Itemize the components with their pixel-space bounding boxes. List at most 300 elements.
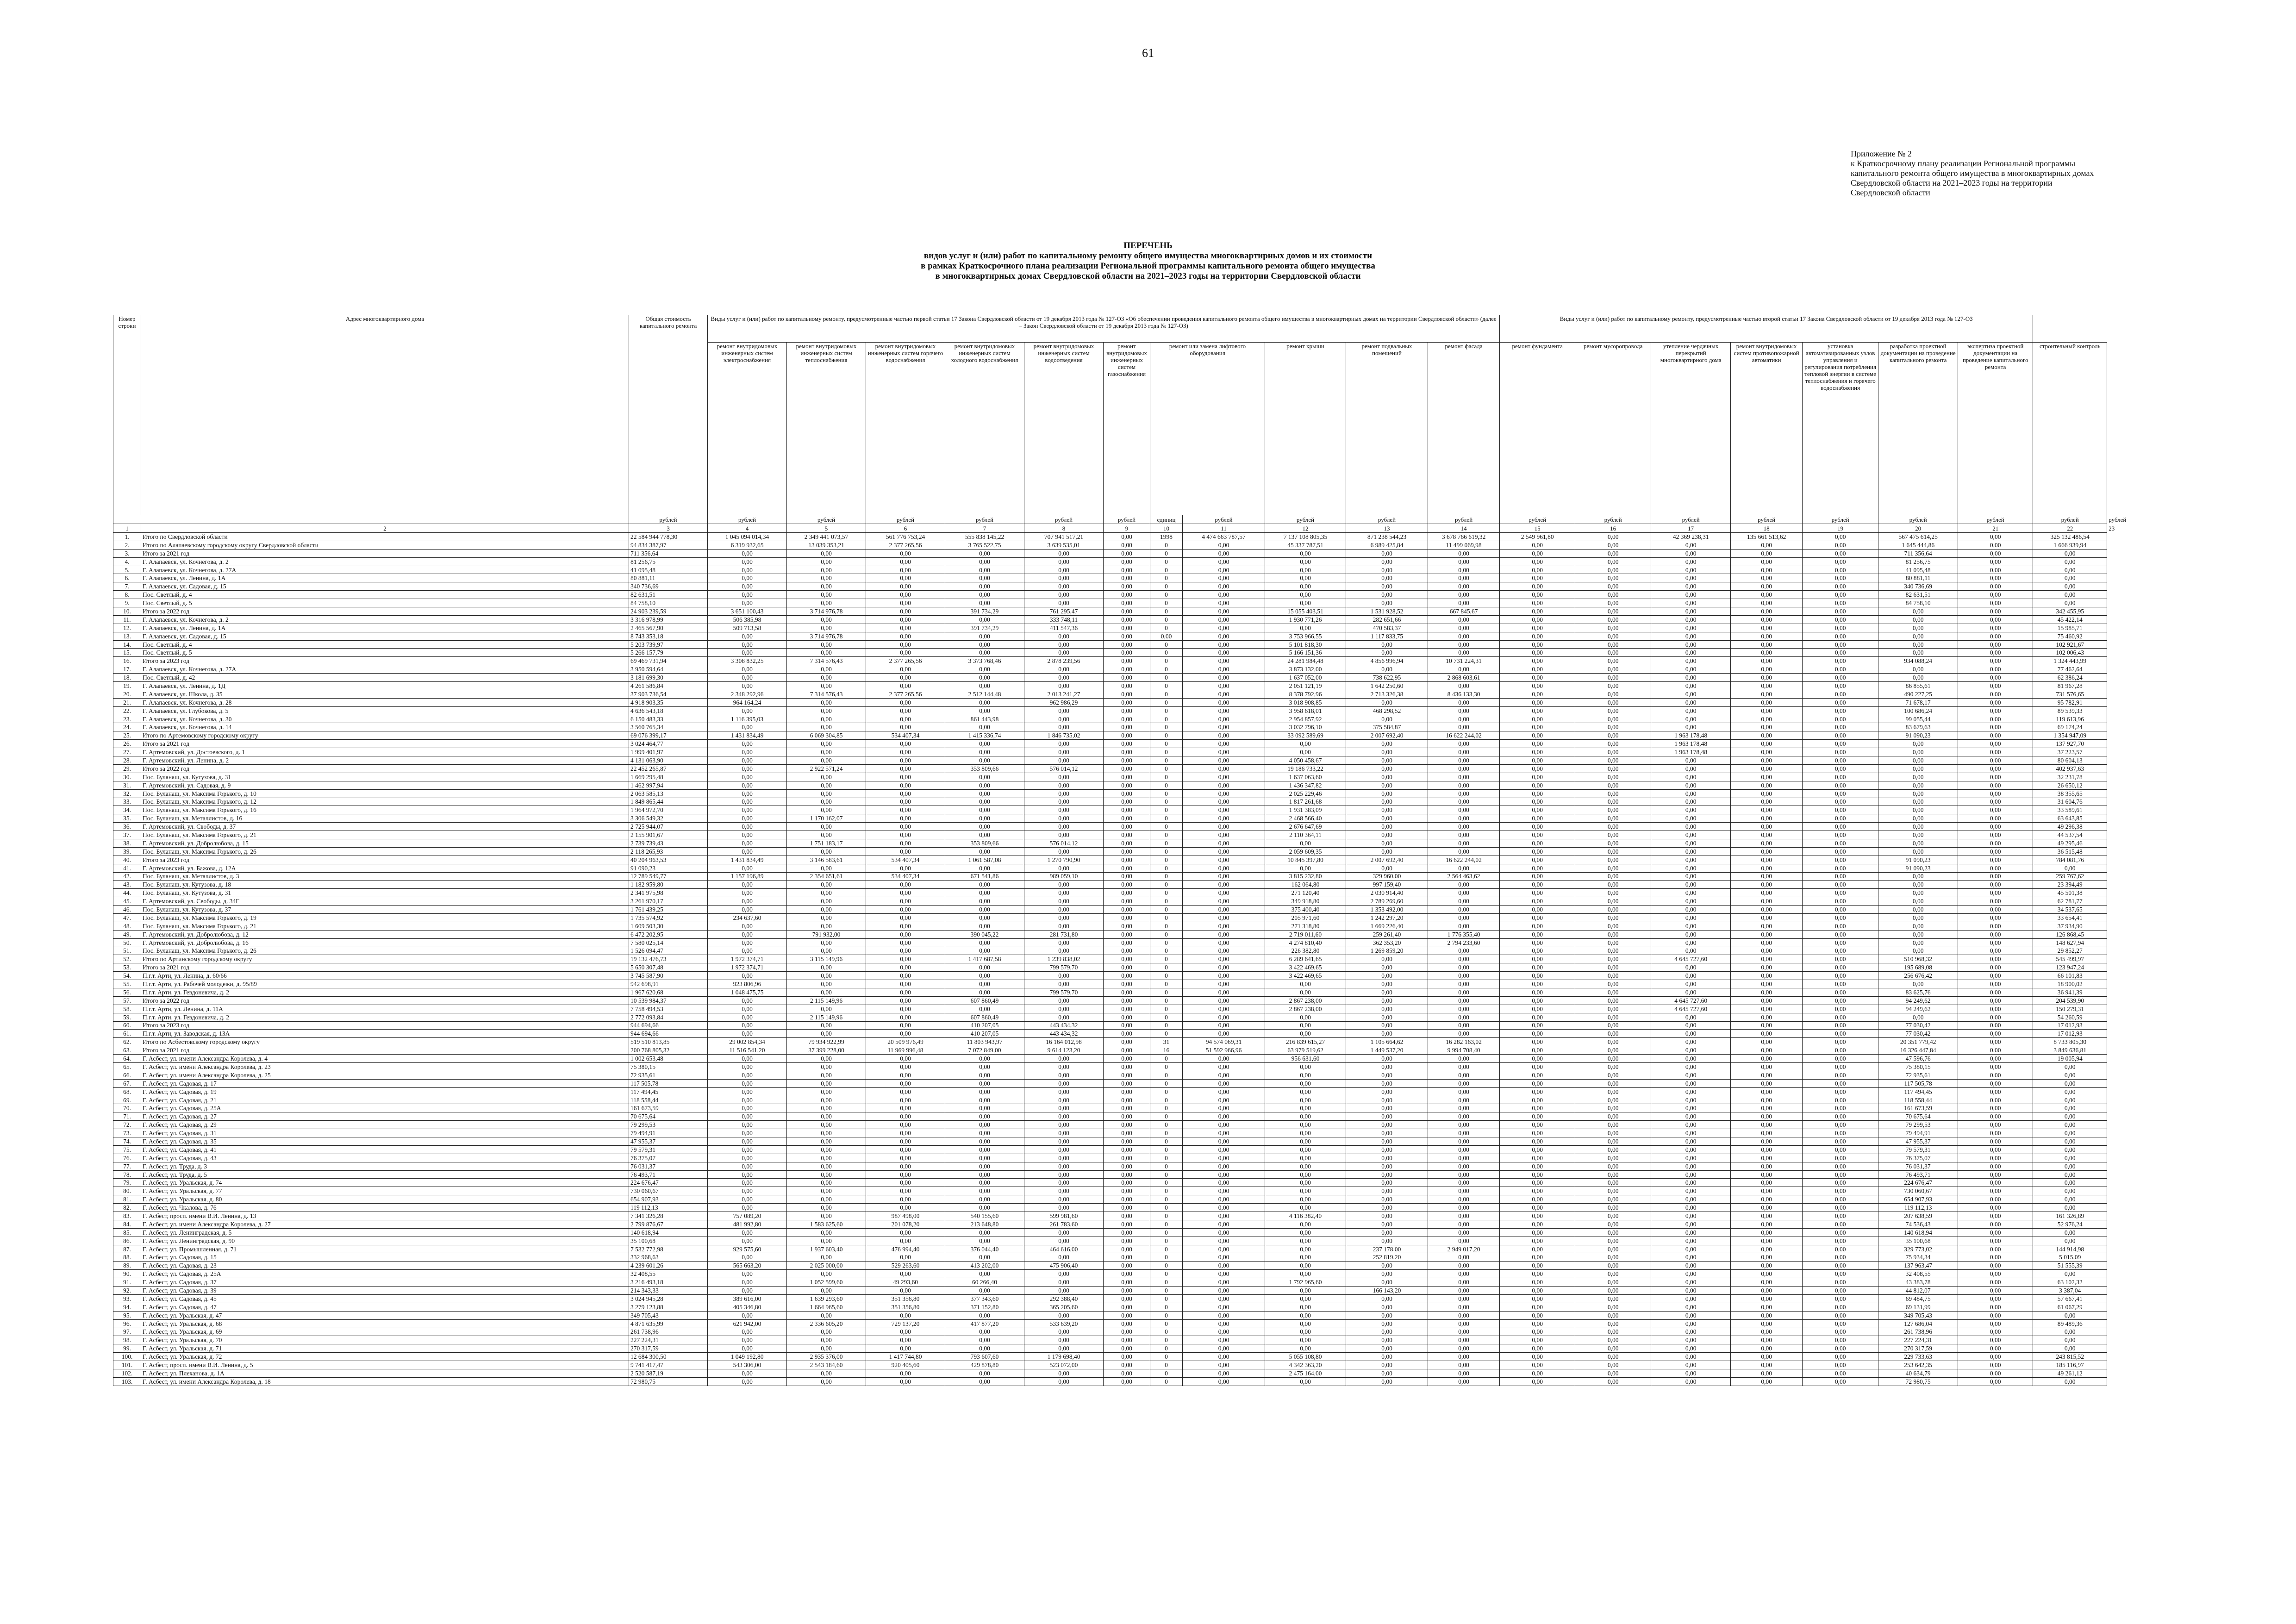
address-cell: Г. Алапаевск, ул. Садовая, д. 15 xyxy=(141,582,629,591)
address-cell: Пос. Буланаш, ул. Максима Горького, д. 26 xyxy=(141,847,629,856)
table-cell: 0,00 xyxy=(1104,1129,1150,1137)
table-cell: 0,00 xyxy=(1651,557,1731,566)
table-cell: 0,00 xyxy=(1024,798,1104,806)
address-cell: Г. Асбест, ул. Промышленная, д. 71 xyxy=(141,1245,629,1253)
table-cell: 3 873 132,00 xyxy=(1265,665,1346,674)
table-cell: 956 631,60 xyxy=(1265,1055,1346,1063)
table-cell: 0 xyxy=(1150,615,1183,624)
table-cell: 371 152,80 xyxy=(945,1303,1024,1311)
header-work-type: ремонт внутридомовых инженерных систем горячего водоснабжения xyxy=(866,343,945,515)
table-cell: 77 030,42 xyxy=(1878,1030,1958,1038)
table-cell: 0,00 xyxy=(787,847,866,856)
table-cell: 0,00 xyxy=(945,1063,1024,1071)
table-cell: 0,00 xyxy=(1500,1344,1575,1353)
table-cell: 0,00 xyxy=(1104,574,1150,582)
table-cell: 0,00 xyxy=(1104,947,1150,955)
table-cell: 329 773,02 xyxy=(1878,1245,1958,1253)
table-cell: 0,00 xyxy=(1104,988,1150,996)
table-cell: 0,00 xyxy=(1731,1021,1803,1030)
table-cell: 0,00 xyxy=(1104,1104,1150,1112)
total-cost-cell: 1 999 401,97 xyxy=(629,748,708,756)
table-cell: 0,00 xyxy=(1731,574,1803,582)
table-cell: 0 xyxy=(1150,1079,1183,1087)
table-cell: 0,00 xyxy=(866,1129,945,1137)
table-cell: 0,00 xyxy=(866,996,945,1005)
table-cell: 0,00 xyxy=(787,624,866,632)
row-number-cell: 99. xyxy=(113,1344,141,1353)
total-cost-cell: 519 510 813,85 xyxy=(629,1038,708,1046)
table-cell: 0,00 xyxy=(1104,1170,1150,1179)
table-cell: 0,00 xyxy=(1346,599,1428,607)
table-cell: 0,00 xyxy=(1024,913,1104,922)
table-cell: 0,00 xyxy=(1428,947,1500,955)
table-cell: 0,00 xyxy=(1731,913,1803,922)
table-row xyxy=(113,839,2107,847)
table-cell: 70 675,64 xyxy=(1878,1112,1958,1121)
table-cell: 0,00 xyxy=(1104,1046,1150,1055)
table-cell: 0,00 xyxy=(787,798,866,806)
table-cell: 8 733 805,30 xyxy=(2033,1038,2107,1046)
table-cell: 0,00 xyxy=(866,1055,945,1063)
table-cell: 0,00 xyxy=(1651,913,1731,922)
row-number-cell: 65. xyxy=(113,1063,141,1071)
table-cell: 51 555,39 xyxy=(2033,1262,2107,1270)
table-cell: 0,00 xyxy=(866,640,945,649)
table-row xyxy=(113,972,2107,980)
table-cell: 0,00 xyxy=(1428,557,1500,566)
table-row xyxy=(113,1179,2107,1187)
table-cell: 0,00 xyxy=(1265,1195,1346,1204)
table-cell: 1 666 939,94 xyxy=(2033,541,2107,549)
table-cell: 429 878,80 xyxy=(945,1361,1024,1369)
table-row xyxy=(113,881,2107,889)
table-cell: 0,00 xyxy=(708,1055,787,1063)
total-cost-cell: 84 758,10 xyxy=(629,599,708,607)
table-cell: 0 xyxy=(1150,773,1183,781)
address-cell: Пос. Буланаш, ул. Максима Горького, д. 21 xyxy=(141,922,629,930)
table-cell: 0,00 xyxy=(1104,764,1150,773)
table-cell: 0,00 xyxy=(1500,1013,1575,1021)
table-cell: 76 493,71 xyxy=(1878,1170,1958,1179)
table-cell: 0,00 xyxy=(866,1336,945,1344)
table-cell: 0,00 xyxy=(1346,1087,1428,1096)
table-cell: 0,00 xyxy=(866,980,945,988)
table-cell: 3 651 100,43 xyxy=(708,607,787,616)
table-cell: 0,00 xyxy=(1104,881,1150,889)
table-cell: 0,00 xyxy=(1575,889,1651,897)
table-cell: 0,00 xyxy=(1731,1038,1803,1046)
table-cell: 2 922 571,24 xyxy=(787,764,866,773)
table-row xyxy=(113,1055,2107,1063)
address-cell: Г. Асбест, ул. Труда, д. 5 xyxy=(141,1170,629,1179)
table-cell: 0,00 xyxy=(1803,1253,1878,1262)
table-cell: 0 xyxy=(1150,1253,1183,1262)
total-cost-cell: 214 343,33 xyxy=(629,1287,708,1295)
row-number-cell: 32. xyxy=(113,789,141,798)
table-cell: 0,00 xyxy=(1731,963,1803,972)
table-cell: 0,00 xyxy=(1958,665,2033,674)
table-cell: 0,00 xyxy=(1104,723,1150,731)
row-number-cell: 20. xyxy=(113,690,141,698)
table-cell: 1 963 178,48 xyxy=(1651,740,1731,748)
table-cell: 0 xyxy=(1150,856,1183,864)
appendix-note xyxy=(1851,149,2184,198)
table-cell: 0,00 xyxy=(1803,1237,1878,1245)
table-cell: 63 102,32 xyxy=(2033,1278,2107,1287)
address-cell: Г. Асбест, ул. Садовая, д. 27 xyxy=(141,1112,629,1121)
table-cell: 0,00 xyxy=(1803,1262,1878,1270)
table-cell: 0,00 xyxy=(2033,1162,2107,1170)
table-cell: 0,00 xyxy=(787,1212,866,1220)
table-row xyxy=(113,1253,2107,1262)
total-cost-cell: 32 408,55 xyxy=(629,1270,708,1278)
table-cell: 1 179 698,40 xyxy=(1024,1353,1104,1361)
table-cell: 13 039 353,21 xyxy=(787,541,866,549)
table-cell: 0,00 xyxy=(1803,1287,1878,1295)
table-cell: 0,00 xyxy=(1651,972,1731,980)
table-cell: 0,00 xyxy=(2033,864,2107,872)
row-number-cell: 27. xyxy=(113,748,141,756)
table-cell: 0,00 xyxy=(1346,1270,1428,1278)
table-cell: 464 616,00 xyxy=(1024,1245,1104,1253)
table-cell: 0,00 xyxy=(1803,632,1878,640)
table-cell: 545 499,97 xyxy=(2033,955,2107,963)
table-cell: 161 673,59 xyxy=(1878,1104,1958,1112)
table-cell: 0,00 xyxy=(1183,980,1265,988)
header-group-part2: Виды услуг и (или) работ по капитальному ремонту, предусмотренные частью второй статьи 17 Закона Свердловской области от 19 декабря 2013 года № 127-ОЗ xyxy=(1500,315,2033,343)
table-cell: 0,00 xyxy=(1024,1005,1104,1013)
table-cell: 0,00 xyxy=(1878,649,1958,657)
table-cell: 0,00 xyxy=(1500,1021,1575,1030)
total-cost-cell: 3 279 123,88 xyxy=(629,1303,708,1311)
table-cell: 0,00 xyxy=(2033,1071,2107,1079)
table-cell: 0,00 xyxy=(1500,740,1575,748)
table-cell: 89 539,33 xyxy=(2033,706,2107,715)
table-cell: 0,00 xyxy=(2033,549,2107,557)
table-row xyxy=(113,1336,2107,1344)
address-cell: Г. Алапаевск, ул. Глубокова, д. 5 xyxy=(141,706,629,715)
appendix-line: Свердловской области xyxy=(1851,188,1930,197)
total-cost-cell: 82 631,51 xyxy=(629,591,708,599)
row-number-cell: 87. xyxy=(113,1245,141,1253)
table-cell: 0,00 xyxy=(787,557,866,566)
table-cell: 0,00 xyxy=(1024,706,1104,715)
table-cell: 0,00 xyxy=(1183,1005,1265,1013)
table-cell: 0,00 xyxy=(1651,872,1731,881)
table-cell: 0 xyxy=(1150,715,1183,723)
table-cell: 0,00 xyxy=(708,740,787,748)
table-cell: 86 855,61 xyxy=(1878,682,1958,690)
table-cell: 4 274 810,40 xyxy=(1265,938,1346,947)
table-cell: 0,00 xyxy=(1024,1228,1104,1237)
table-cell: 0,00 xyxy=(945,1270,1024,1278)
table-cell: 37 399 228,00 xyxy=(787,1046,866,1055)
table-cell: 0,00 xyxy=(1958,731,2033,740)
table-cell: 0,00 xyxy=(1346,1071,1428,1079)
table-cell: 0,00 xyxy=(1958,1328,2033,1336)
row-number-cell: 86. xyxy=(113,1237,141,1245)
table-cell: 0,00 xyxy=(1104,731,1150,740)
table-cell: 0,00 xyxy=(866,1104,945,1112)
table-cell: 0,00 xyxy=(1651,781,1731,789)
table-cell: 410 207,05 xyxy=(945,1030,1024,1038)
total-cost-cell: 9 741 417,47 xyxy=(629,1361,708,1369)
table-cell: 0,00 xyxy=(1428,599,1500,607)
table-cell: 340 736,69 xyxy=(1878,582,1958,591)
table-cell: 9 614 123,20 xyxy=(1024,1046,1104,1055)
table-cell: 0,00 xyxy=(1346,1237,1428,1245)
table-cell: 75 460,92 xyxy=(2033,632,2107,640)
table-cell: 0,00 xyxy=(1958,1287,2033,1295)
table-cell: 0,00 xyxy=(1651,1030,1731,1038)
table-cell: 0,00 xyxy=(1183,1013,1265,1021)
table-cell: 0,00 xyxy=(1575,566,1651,574)
header-unit: рублей xyxy=(1183,515,1265,524)
total-cost-cell: 261 738,96 xyxy=(629,1328,708,1336)
table-cell: 0,00 xyxy=(1803,1328,1878,1336)
table-cell: 0,00 xyxy=(1731,632,1803,640)
table-cell: 3 958 618,01 xyxy=(1265,706,1346,715)
table-cell: 0,00 xyxy=(787,599,866,607)
table-cell: 7 314 576,43 xyxy=(787,657,866,665)
table-cell: 0,00 xyxy=(708,574,787,582)
table-row xyxy=(113,649,2107,657)
table-cell: 0,00 xyxy=(2033,1377,2107,1386)
table-cell: 243 815,52 xyxy=(2033,1353,2107,1361)
table-row xyxy=(113,922,2107,930)
table-cell: 1 931 383,09 xyxy=(1265,806,1346,814)
address-cell: Пос. Буланаш, ул. Максима Горького, д. 10 xyxy=(141,789,629,798)
table-cell: 351 356,80 xyxy=(866,1303,945,1311)
table-cell: 0,00 xyxy=(2033,1179,2107,1187)
table-cell: 69 174,24 xyxy=(2033,723,2107,731)
table-cell: 0,00 xyxy=(945,557,1024,566)
table-cell: 0,00 xyxy=(945,1237,1024,1245)
table-cell: 0,00 xyxy=(1878,798,1958,806)
table-cell: 0,00 xyxy=(1428,913,1500,922)
table-cell: 229 733,63 xyxy=(1878,1353,1958,1361)
table-cell: 77 030,42 xyxy=(1878,1021,1958,1030)
table-cell: 79 494,91 xyxy=(1878,1129,1958,1137)
table-cell: 0,00 xyxy=(1731,831,1803,839)
table-cell: 0,00 xyxy=(1731,723,1803,731)
table-cell: 0,00 xyxy=(1265,1145,1346,1154)
table-cell: 0,00 xyxy=(787,831,866,839)
table-cell: 0,00 xyxy=(1651,1212,1731,1220)
table-cell: 2 013 241,27 xyxy=(1024,690,1104,698)
table-cell: 0,00 xyxy=(1958,1228,2033,1237)
table-cell: 0,00 xyxy=(866,649,945,657)
header-unit: рублей xyxy=(1104,515,1150,524)
table-cell: 2 713 326,38 xyxy=(1346,690,1428,698)
table-cell: 0,00 xyxy=(708,1195,787,1204)
table-cell: 0,00 xyxy=(1265,1204,1346,1212)
address-cell: П.г.т. Арти, ул. Ленина, д. 11А xyxy=(141,1005,629,1013)
table-cell: 0,00 xyxy=(787,723,866,731)
table-cell: 0,00 xyxy=(1428,640,1500,649)
table-cell: 0 xyxy=(1150,1278,1183,1287)
table-cell: 0,00 xyxy=(1803,897,1878,906)
table-cell: 0,00 xyxy=(1024,566,1104,574)
table-cell: 0,00 xyxy=(945,698,1024,706)
table-row xyxy=(113,541,2107,549)
table-cell: 0,00 xyxy=(1500,963,1575,972)
table-cell: 0,00 xyxy=(945,1328,1024,1336)
table-cell: 0,00 xyxy=(787,1377,866,1386)
address-cell: Г. Алапаевск, ул. Кочнегова, д. 30 xyxy=(141,715,629,723)
address-cell: Итого по Алапаевскому городскому округу Свердловской области xyxy=(141,541,629,549)
table-cell: 0,00 xyxy=(1265,1071,1346,1079)
table-cell: 0,00 xyxy=(1346,764,1428,773)
table-cell: 0,00 xyxy=(866,574,945,582)
table-cell: 0,00 xyxy=(1651,1055,1731,1063)
table-cell: 0,00 xyxy=(787,1104,866,1112)
table-cell: 0,00 xyxy=(1024,906,1104,914)
table-cell: 0,00 xyxy=(1958,748,2033,756)
table-cell: 51 592 966,96 xyxy=(1183,1046,1265,1055)
table-cell: 0 xyxy=(1150,557,1183,566)
table-cell: 37 934,90 xyxy=(2033,922,2107,930)
table-cell: 0,00 xyxy=(1575,1212,1651,1220)
table-cell: 0,00 xyxy=(1731,566,1803,574)
address-cell: Г. Артемовский, ул. Садовая, д. 9 xyxy=(141,781,629,789)
table-cell: 0,00 xyxy=(1104,773,1150,781)
table-cell: 0,00 xyxy=(1651,574,1731,582)
total-cost-cell: 91 090,23 xyxy=(629,864,708,872)
total-cost-cell: 349 705,43 xyxy=(629,1311,708,1319)
table-cell: 0,00 xyxy=(1500,1162,1575,1170)
table-cell: 0,00 xyxy=(945,1204,1024,1212)
address-cell: Г. Артемовский, ул. Добролюбова, д. 16 xyxy=(141,938,629,947)
table-row xyxy=(113,1170,2107,1179)
table-cell: 0,00 xyxy=(1183,1063,1265,1071)
table-cell: 0,00 xyxy=(1183,1245,1265,1253)
table-cell: 4 116 382,40 xyxy=(1265,1212,1346,1220)
table-cell: 0,00 xyxy=(1500,1353,1575,1361)
row-number-cell: 25. xyxy=(113,731,141,740)
row-number-cell: 4. xyxy=(113,557,141,566)
row-number-cell: 24. xyxy=(113,723,141,731)
table-cell: 0,00 xyxy=(2033,1145,2107,1154)
table-cell: 0,00 xyxy=(1104,1270,1150,1278)
table-cell: 0,00 xyxy=(1803,1137,1878,1146)
table-cell: 0,00 xyxy=(1651,706,1731,715)
table-cell: 0,00 xyxy=(1500,607,1575,616)
table-cell: 0,00 xyxy=(1104,1204,1150,1212)
table-cell: 61 067,29 xyxy=(2033,1303,2107,1311)
address-cell: Г. Асбест, ул. Чкалова, д. 76 xyxy=(141,1204,629,1212)
row-number-cell: 64. xyxy=(113,1055,141,1063)
table-cell: 0,00 xyxy=(866,1270,945,1278)
table-cell: 0,00 xyxy=(2033,1311,2107,1319)
table-cell: 0,00 xyxy=(708,632,787,640)
table-cell: 0,00 xyxy=(1878,773,1958,781)
table-cell: 0,00 xyxy=(945,922,1024,930)
address-cell: Г. Асбест, ул. Уральская, д. 77 xyxy=(141,1187,629,1195)
table-cell: 0,00 xyxy=(1346,1195,1428,1204)
address-cell: Г. Асбест, ул. Уральская, д. 80 xyxy=(141,1195,629,1204)
row-number-cell: 68. xyxy=(113,1087,141,1096)
table-cell: 0,00 xyxy=(787,1021,866,1030)
row-number-cell: 2. xyxy=(113,541,141,549)
table-cell: 0,00 xyxy=(1731,1063,1803,1071)
table-cell: 0,00 xyxy=(1104,582,1150,591)
table-cell: 0,00 xyxy=(1183,665,1265,674)
table-cell: 0,00 xyxy=(1024,1237,1104,1245)
table-cell: 0,00 xyxy=(1803,947,1878,955)
table-row xyxy=(113,996,2107,1005)
table-cell: 0,00 xyxy=(1651,831,1731,839)
table-cell: 0,00 xyxy=(708,1154,787,1162)
table-cell: 0,00 xyxy=(1104,615,1150,624)
table-cell: 0,00 xyxy=(2033,599,2107,607)
total-cost-cell: 22 452 265,87 xyxy=(629,764,708,773)
row-number-cell: 46. xyxy=(113,906,141,914)
table-cell: 390 045,22 xyxy=(945,930,1024,938)
table-cell: 0 xyxy=(1150,1361,1183,1369)
table-cell: 0,00 xyxy=(1183,615,1265,624)
table-cell: 0,00 xyxy=(1575,674,1651,682)
table-cell: 0,00 xyxy=(1104,591,1150,599)
table-cell: 0,00 xyxy=(1958,798,2033,806)
table-cell: 119 613,96 xyxy=(2033,715,2107,723)
table-cell: 0,00 xyxy=(787,1112,866,1121)
table-cell: 0,00 xyxy=(1500,1328,1575,1336)
row-number-cell: 71. xyxy=(113,1112,141,1121)
table-cell: 0,00 xyxy=(1346,980,1428,988)
table-cell: 0,00 xyxy=(1265,566,1346,574)
table-cell: 0,00 xyxy=(1346,557,1428,566)
table-cell: 5 015,09 xyxy=(2033,1253,2107,1262)
table-cell: 0,00 xyxy=(1731,847,1803,856)
table-row xyxy=(113,947,2107,955)
table-cell: 0,00 xyxy=(1500,1336,1575,1344)
address-cell: Г. Асбест, ул. Уральская, д. 69 xyxy=(141,1328,629,1336)
table-cell: 24 281 984,48 xyxy=(1265,657,1346,665)
table-cell: 0,00 xyxy=(1958,1154,2033,1162)
table-cell: 0,00 xyxy=(708,781,787,789)
table-cell: 0 xyxy=(1150,906,1183,914)
table-cell: 11 516 541,20 xyxy=(708,1046,787,1055)
total-cost-cell: 2 520 587,19 xyxy=(629,1369,708,1377)
table-cell: 0,00 xyxy=(1958,955,2033,963)
table-cell: 0,00 xyxy=(945,1104,1024,1112)
table-cell: 0,00 xyxy=(1651,1237,1731,1245)
table-cell: 0,00 xyxy=(1024,1096,1104,1104)
table-cell: 74 536,43 xyxy=(1878,1220,1958,1228)
table-cell: 0,00 xyxy=(1651,1311,1731,1319)
total-cost-cell: 5 203 739,97 xyxy=(629,640,708,649)
table-cell: 0,00 xyxy=(1500,1319,1575,1328)
table-cell: 0,00 xyxy=(1265,1336,1346,1344)
table-cell: 0,00 xyxy=(945,1137,1024,1146)
row-number-cell: 57. xyxy=(113,996,141,1005)
table-row xyxy=(113,1137,2107,1146)
table-cell: 0,00 xyxy=(1428,1204,1500,1212)
table-cell: 2 564 463,62 xyxy=(1428,872,1500,881)
table-cell: 3 146 583,61 xyxy=(787,856,866,864)
table-cell: 0,00 xyxy=(1346,748,1428,756)
table-cell: 0,00 xyxy=(1428,764,1500,773)
table-cell: 599 981,60 xyxy=(1024,1212,1104,1220)
table-cell: 0,00 xyxy=(1346,649,1428,657)
table-cell: 405 346,80 xyxy=(708,1303,787,1311)
table-cell: 36 941,39 xyxy=(2033,988,2107,996)
row-number-cell: 95. xyxy=(113,1311,141,1319)
table-cell: 0,00 xyxy=(1958,607,2033,616)
table-cell: 0,00 xyxy=(1500,574,1575,582)
table-cell: 738 622,95 xyxy=(1346,674,1428,682)
